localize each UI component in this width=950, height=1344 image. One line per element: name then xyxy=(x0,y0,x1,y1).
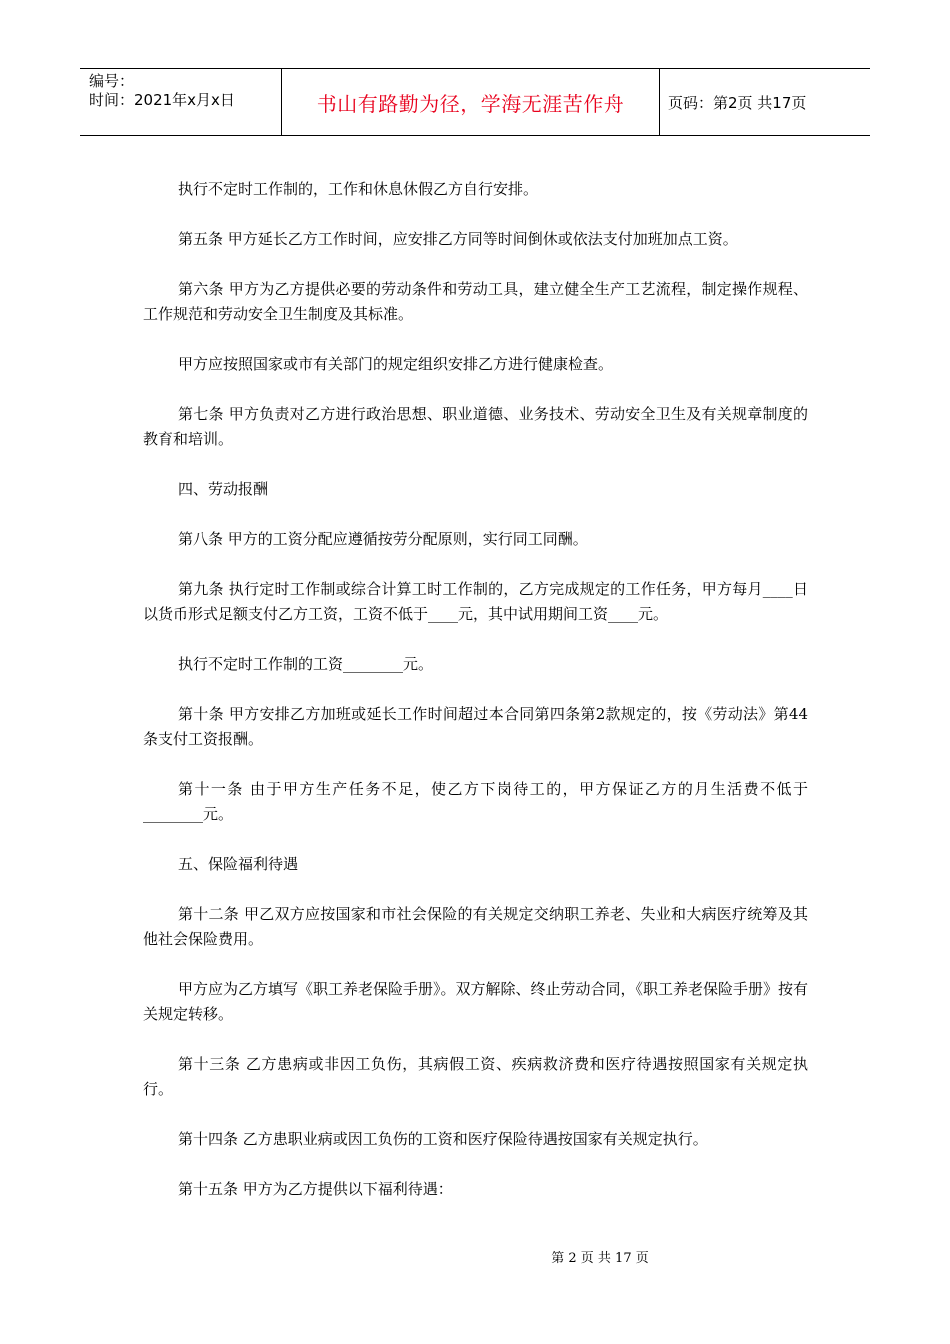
section-heading: 五、保险福利待遇 xyxy=(178,855,299,873)
header-motto: 书山有路勤为径，学海无涯苦作舟 xyxy=(282,69,660,135)
header-page-info: 页码：第2页 共17页 xyxy=(668,93,807,112)
paragraph: 第十二条 甲乙双方应按国家和市社会保险的有关规定交纳职工养老、失业和大病医疗统筹及其他社会保险费用。 xyxy=(143,905,808,948)
paragraph: 甲方应为乙方填写《职工养老保险手册》。双方解除、终止劳动合同，《职工养老保险手册》按有关规定转移。 xyxy=(143,980,809,1023)
paragraph: 执行不定时工作制的工资________元。 xyxy=(178,655,434,673)
paragraph: 第九条 执行定时工作制或综合计算工时工作制的，乙方完成规定的工作任务，甲方每月____日以货币形式足额支付乙方工资，工资不低于____元，其中试用期间工资____元。 xyxy=(143,580,808,623)
section-heading: 四、劳动报酬 xyxy=(178,480,269,498)
paragraph: 甲方应按照国家或市有关部门的规定组织安排乙方进行健康检查。 xyxy=(178,355,614,373)
page-footer: 第 2 页 共 17 页 xyxy=(551,1251,649,1266)
paragraph: 第十三条 乙方患病或非因工负伤，其病假工资、疾病救济费和医疗待遇按照国家有关规定执行。 xyxy=(143,1055,808,1098)
paragraph: 第六条 甲方为乙方提供必要的劳动条件和劳动工具，建立健全生产工艺流程，制定操作规程、工作规范和劳动安全卫生制度及其标准。 xyxy=(143,280,808,323)
paragraph: 第十五条 甲方为乙方提供以下福利待遇： xyxy=(178,1180,453,1198)
page-header xyxy=(80,68,870,136)
paragraph: 执行不定时工作制的，工作和休息休假乙方自行安排。 xyxy=(178,180,539,198)
paragraph: 第十四条 乙方患职业病或因工负伤的工资和医疗保险待遇按国家有关规定执行。 xyxy=(178,1130,708,1148)
header-meta xyxy=(80,69,282,135)
paragraph: 第八条 甲方的工资分配应遵循按劳分配原则，实行同工同酬。 xyxy=(178,530,588,548)
document-number-label: 编号： xyxy=(89,72,135,90)
document-date-label: 时间：2021年x月x日 xyxy=(89,91,235,109)
paragraph: 第十一条 由于甲方生产任务不足，使乙方下岗待工的，甲方保证乙方的月生活费不低于________元。 xyxy=(143,780,808,823)
paragraph: 第七条 甲方负责对乙方进行政治思想、职业道德、业务技术、劳动安全卫生及有关规章制度的教育和培训。 xyxy=(143,405,808,448)
paragraph: 第五条 甲方延长乙方工作时间，应安排乙方同等时间倒休或依法支付加班加点工资。 xyxy=(178,230,738,248)
paragraph: 第十条 甲方安排乙方加班或延长工作时间超过本合同第四条第2款规定的，按《劳动法》第44条支付工资报酬。 xyxy=(143,705,808,748)
document-body xyxy=(143,177,808,1227)
